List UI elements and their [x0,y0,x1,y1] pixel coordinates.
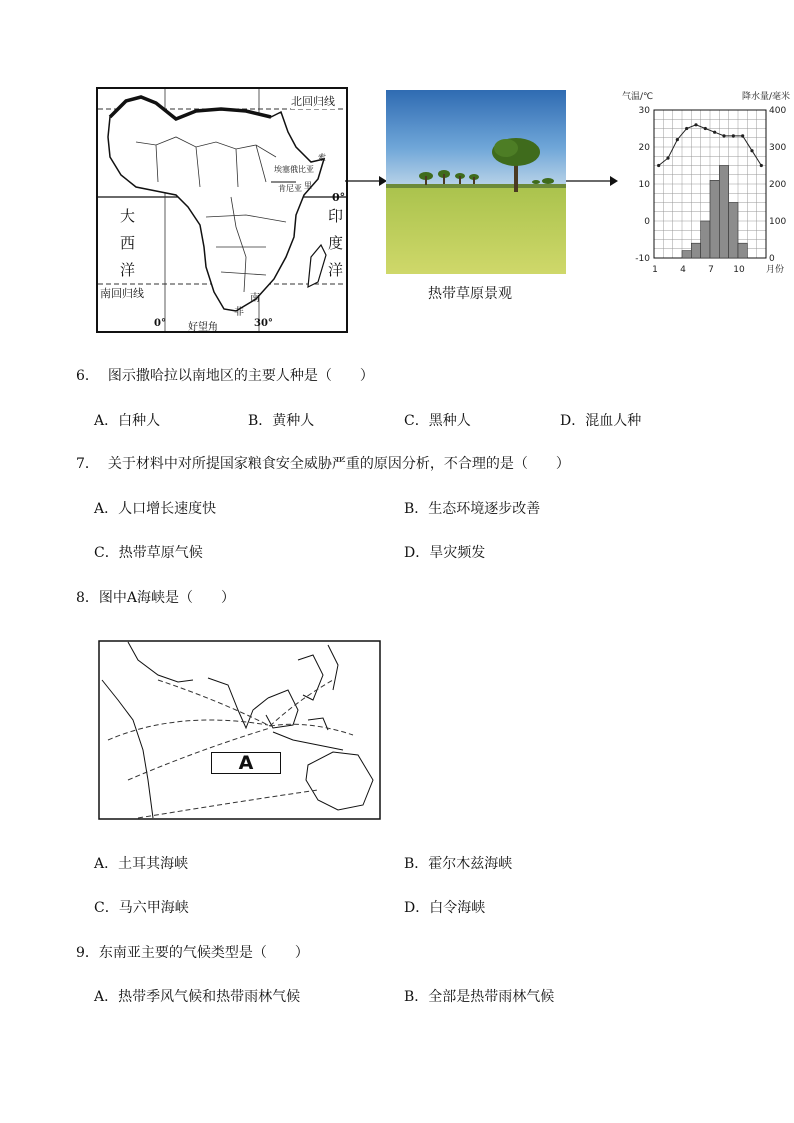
q8-option-d[interactable]: D．白令海峡 [404,900,486,916]
precip-bar [710,180,719,258]
question-6-text: 图示撒哈拉以南地区的主要人种是（ ） [107,368,374,384]
x-tick-label: 4 [680,265,686,275]
strait-label: A [238,752,254,774]
y-left-tick-label: 20 [638,143,650,153]
q7-option-b[interactable]: B．生态环境逐步改善 [404,501,541,517]
question-6 [76,367,374,385]
q7-option-c[interactable]: C．热带草原气候 [94,545,203,561]
strait-label-box [211,752,281,774]
question-8-num: 8． [76,590,99,606]
indian-label-2: 度 [328,234,344,252]
cape-label: 好望角 [188,322,218,333]
precip-bar [729,203,738,259]
temperature-point [741,134,744,137]
temperature-point [732,134,735,137]
temperature-point [676,138,679,141]
equator-label: 0° [332,191,346,204]
y-right-tick-label: 200 [769,180,787,190]
somalia-label: 索 [318,153,326,162]
temperature-point [713,131,716,134]
y-right-tick-label: 100 [769,217,787,227]
chart-month-unit: 月份 [766,265,785,275]
atlantic-label-1: 大 [120,207,136,225]
x-tick-label: 10 [733,265,745,275]
indian-label-1: 印 [328,207,344,225]
precip-bar [738,243,747,258]
y-left-tick-label: 10 [638,180,650,190]
q6-option-c[interactable]: C．黑种人 [404,413,471,429]
temperature-point [657,164,660,167]
chart-left-title: 气温/℃ [622,92,654,102]
temperature-point [704,127,707,130]
precip-bar [701,221,710,258]
q8-option-b[interactable]: B．霍尔木兹海峡 [404,856,513,872]
q9-option-a[interactable]: A．热带季风气候和热带雨林气候 [94,989,301,1005]
climate-chart [620,88,792,288]
question-9 [76,944,309,962]
arrow-photo-to-chart [566,173,618,187]
y-left-tick-label: 0 [644,217,650,227]
x-tick-label: 1 [652,265,658,275]
temperature-point [722,134,725,137]
meridian-30-label: 30° [254,318,273,329]
question-7 [76,455,570,473]
south-africa-label-1: 南 [250,293,260,304]
arrow-map-to-photo [345,173,387,187]
meridian-0-label: 0° [154,318,166,329]
question-8 [76,589,235,607]
precip-bar [682,251,691,258]
q6-option-b[interactable]: B．黄种人 [248,413,315,429]
y-right-tick-label: 0 [769,254,775,264]
q8-option-c[interactable]: C．马六甲海峡 [94,900,189,916]
indian-label-3: 洋 [328,261,344,279]
x-tick-label: 7 [708,265,714,275]
ethiopia-label: 埃塞俄比亚 [274,165,314,174]
y-left-tick-label: -10 [635,254,650,264]
precip-bar [719,166,728,259]
q9-option-b[interactable]: B．全部是热带雨林气候 [404,989,555,1005]
africa-map [96,87,348,333]
temperature-point [666,157,669,160]
y-right-tick-label: 300 [769,143,787,153]
savanna-photo [386,90,566,274]
atlantic-label-3: 洋 [120,261,136,279]
q6-option-a[interactable]: A．白种人 [94,413,161,429]
y-right-tick-label: 400 [769,106,787,116]
question-8-text: 图中A海峡是（ ） [98,590,236,606]
temperature-point [750,149,753,152]
q8-option-a[interactable]: A．土耳其海峡 [94,856,189,872]
kenya-label: 肯尼亚 [278,184,302,193]
question-6-num: 6． [76,368,99,384]
question-7-text: 关于材料中对所提国家粮食安全威胁严重的原因分析，不合理的是（ ） [107,456,570,472]
temperature-point [760,164,763,167]
q7-option-d[interactable]: D．旱灾频发 [404,545,486,561]
route-map [98,640,381,820]
question-9-text: 东南亚主要的气候类型是（ ） [98,945,309,961]
chart-right-title: 降水量/毫米 [741,92,790,102]
temperature-point [694,123,697,126]
precip-bar [691,243,700,258]
temperature-point [685,127,688,130]
question-7-num: 7． [76,456,99,472]
atlantic-label-2: 西 [120,234,136,252]
y-left-tick-label: 30 [638,106,650,116]
tropic-south-label: 南回归线 [100,287,144,300]
photo-caption: 热带草原景观 [428,286,512,302]
q7-option-a[interactable]: A．人口增长速度快 [94,501,217,517]
q6-option-d[interactable]: D．混血人种 [560,413,642,429]
south-africa-label-2: 非 [234,307,244,318]
tropic-north-label: 北回归线 [291,95,335,108]
question-9-num: 9． [76,945,99,961]
li-label: 里 [304,181,312,190]
